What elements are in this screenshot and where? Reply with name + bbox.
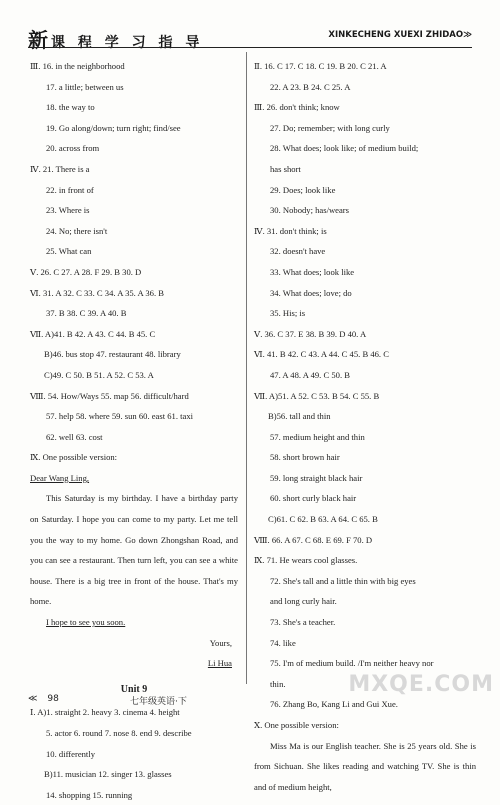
answer-line: 5. actor 6. round 7. nose 8. end 9. describe	[46, 728, 192, 738]
answer-line: Ⅵ. 41. B 42. C 43. A 44. C 45. B 46. C	[254, 349, 389, 360]
letter-signature: Li Hua	[207, 658, 232, 669]
series-title	[28, 24, 203, 53]
watermark-logo: MXQE.COM	[348, 672, 494, 697]
answer-line: 23. Where is	[46, 205, 90, 216]
answer-line: Ⅴ. 36. C 37. E 38. B 39. D 40. A	[254, 328, 367, 339]
answer-line: 47. A 48. A 49. C 50. B	[270, 369, 350, 380]
answer-line: 20. across from	[46, 143, 100, 154]
answer-line: Ⅲ. 26. don't think; know	[254, 102, 340, 113]
answer-line: 62. well 63. cost	[46, 431, 103, 442]
answer-line: 22. A 23. B 24. C 25. A	[270, 81, 351, 92]
answer-line: 75. I'm of medium build. /I'm neither heavy nor	[270, 658, 434, 669]
answer-line: 57. help 58. where 59. sun 60. east 61. taxi	[46, 411, 194, 422]
answer-line: Ⅳ. 31. don't think; is	[254, 225, 327, 236]
answer-line: 19. Go along/down; turn right; find/see	[46, 122, 181, 133]
answer-line: thin.	[270, 678, 286, 689]
answer-line: Dear Wang Ling,	[30, 472, 90, 483]
answer-line: 58. short brown hair	[270, 452, 340, 463]
page-header	[0, 0, 500, 52]
answer-line: 60. short curly black hair	[270, 493, 357, 504]
answer-line: Ⅷ. 66. A 67. C 68. E 69. F 70. D	[254, 534, 373, 545]
answer-line: 30. Nobody; has/wears	[270, 205, 350, 216]
answer-line: Ⅴ. 26. C 27. A 28. F 29. B 30. D	[30, 266, 142, 277]
answer-line: has short	[270, 163, 301, 174]
answer-line: 72. She's tall and a little thin with big eyes	[270, 575, 416, 586]
answer-line: C)61. C 62. B 63. A 64. C 65. B	[268, 514, 378, 525]
answer-line: Ⅶ. A)51. A 52. C 53. B 54. C 55. B	[254, 390, 380, 401]
letter-yours: Yours,	[209, 637, 232, 648]
answer-line: C)49. C 50. B 51. A 52. C 53. A	[44, 369, 154, 380]
answer-line: Ⅸ. 71. He wears cool glasses.	[254, 555, 358, 566]
answer-line: 73. She's a teacher.	[270, 617, 336, 628]
left-answer-lines	[30, 56, 238, 488]
answer-line: 22. in front of	[46, 184, 94, 195]
answer-line: 17. a little; between us	[46, 81, 124, 92]
answer-line: B)11. musician 12. singer 13. glasses	[44, 769, 172, 780]
answer-line: Ⅱ. 16. C 17. C 18. C 19. B 20. C 21. A	[254, 61, 387, 71]
answer-line: 33. What does; look like	[270, 266, 355, 277]
answer-line: Ⅰ. A)1. straight 2. heavy 3. cinema 4. height	[30, 707, 180, 718]
answer-line: 29. Does; look like	[270, 184, 336, 195]
answer-line: and long curly hair.	[270, 596, 337, 607]
answer-line: 28. What does; look like; of medium build;	[270, 143, 419, 154]
answer-line: 32. doesn't have	[270, 246, 326, 257]
answer-line: 10. differently	[46, 748, 96, 759]
brand-big-char: 新	[28, 28, 48, 52]
column-divider	[246, 52, 247, 684]
essay-body: Miss Ma is our English teacher. She is 25 years old. She is from Sichuan. She likes reading and watching TV. She is thin and of medium height,	[254, 740, 476, 792]
answer-line: 18. the way to	[46, 102, 95, 113]
answer-line: Ⅸ. One possible version:	[30, 452, 118, 463]
unit-heading: Unit 9	[120, 683, 148, 695]
answer-line: Ⅷ. 54. How/Ways 55. map 56. difficult/hard	[30, 390, 189, 401]
answer-line: Ⅹ. One possible version:	[254, 720, 339, 730]
answer-line: Ⅳ. 21. There is a	[30, 163, 90, 174]
answer-line: 37. B 38. C 39. A 40. B	[46, 308, 127, 319]
letter-body: This Saturday is my birthday. I have a birthday party on Saturday. I hope you can come to my party. Let me tell you the way to my home. Go down Zhongshan Road, and you can see a restaurant. Then turn left, you can see a white house. There is a big tree in front of the house. That's my home.	[30, 493, 238, 607]
page-number-value: 98	[47, 694, 59, 704]
answer-line: 34. What does; love; do	[270, 287, 352, 298]
page-number	[28, 694, 59, 704]
series-pinyin: XINKECHENG XUEXI ZHIDAO≫	[328, 30, 472, 40]
answer-line: 35. His; is	[270, 308, 306, 319]
grade-label: 七年级英语·下	[130, 697, 187, 707]
unit-answer-lines	[30, 702, 238, 805]
answer-line: B)56. tall and thin	[268, 411, 331, 422]
brand-rest: 课 程 学 习 指 导	[51, 35, 204, 51]
answer-line: 74. like	[270, 637, 296, 648]
answer-line: 27. Do; remember; with long curly	[270, 122, 390, 133]
right-answer-lines	[254, 56, 476, 736]
answer-line: 14. shopping 15. running	[46, 789, 133, 800]
answer-line: 76. Zhang Bo, Kang Li and Gui Xue.	[270, 699, 398, 710]
header-rule	[28, 47, 472, 48]
answer-line: 59. long straight black hair	[270, 472, 363, 483]
answer-line: 57. medium height and thin	[270, 431, 365, 442]
answer-line: 25. What can	[46, 246, 92, 257]
back-arrows-icon: ≪	[28, 694, 38, 704]
answer-line: B)46. bus stop 47. restaurant 48. library	[44, 349, 181, 360]
answer-line: 24. No; there isn't	[46, 225, 108, 236]
answer-line: Ⅶ. A)41. B 42. A 43. C 44. B 45. C	[30, 328, 156, 339]
letter-closing: I hope to see you soon.	[46, 617, 126, 628]
answer-line: Ⅲ. 16. in the neighborhood	[30, 61, 125, 71]
answer-line: Ⅵ. 31. A 32. C 33. C 34. A 35. A 36. B	[30, 287, 164, 298]
